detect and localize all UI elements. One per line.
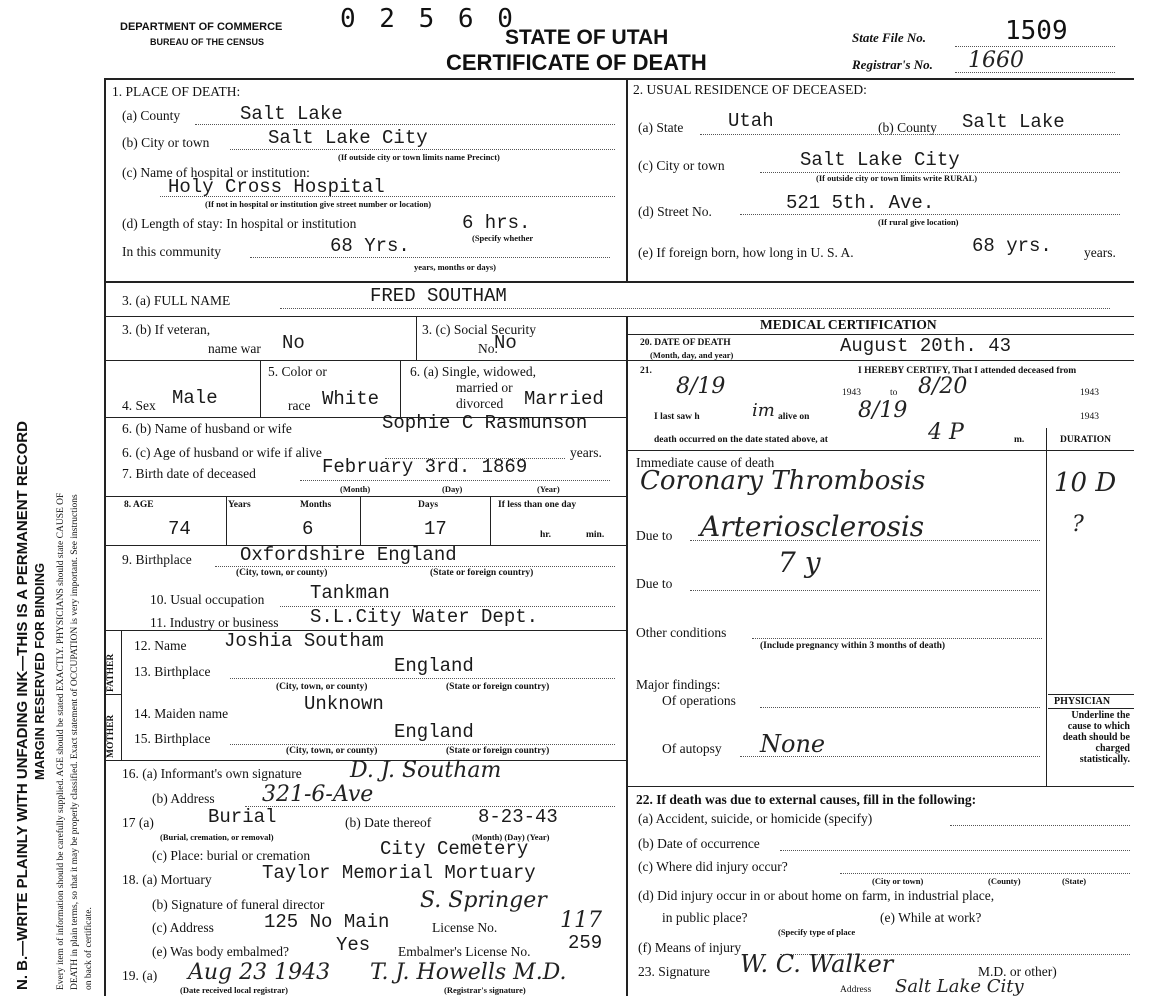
signature-label: 23. Signature [638,964,710,979]
due-to-1-value: Arteriosclerosis [700,510,925,543]
age-years-value: 74 [168,518,191,540]
burial-mdy-note: (Month) (Day) (Year) [472,832,550,842]
funeral-director-signature: S. Springer [420,888,547,913]
pod-county-label: (a) County [122,108,181,123]
margin-reserved-text: MARGIN RESERVED FOR BINDING [32,562,47,780]
industry-value: S.L.City Water Dept. [310,606,539,628]
sex-label: 4. Sex [122,398,156,413]
last-saw-label: I last saw h [654,412,700,422]
res-city-note: (If outside city or town limits write RURAL) [816,173,978,183]
registrar-date-note: (Date received local registrar) [180,985,289,995]
informant-signature: D. J. Southam [350,758,502,783]
occurrence-label: (b) Date of occurrence [638,836,760,851]
informant-address-label: (b) Address [152,791,215,806]
veteran-value: No [282,332,305,354]
res-county-value: Salt Lake [962,111,1065,133]
burial-date-label: (b) Date thereof [345,815,432,830]
pod-ymd-note: years, months or days) [414,262,497,272]
registrar-label: Registrar's No. [852,57,933,72]
spouse-age-label: 6. (c) Age of husband or wife if alive [122,445,322,460]
burial-date-value: 8-23-43 [478,806,558,828]
fd-address-value: 125 No Main [264,911,390,933]
alive-on-value: 8/19 [858,398,908,423]
father-bp-ctc-note: (City, town, or county) [276,682,368,692]
attended-from-year: 1943 [842,388,861,398]
instructions-line-2: DEATH in plain terms, so that it may be properly classified. Exact statement of OCCUPATION is very important. See instructions [70,494,80,990]
md-label: M.D. or other) [978,964,1057,979]
informant-label: 16. (a) Informant's own signature [122,766,302,781]
state-file-label: State File No. [852,30,927,45]
res-street-label: (d) Street No. [638,204,712,219]
registrar-signature: T. J. Howells M.D. [370,960,567,985]
alive-on-year: 1943 [1080,412,1099,422]
marital-value: Married [524,388,604,410]
place-of-death-heading: 1. PLACE OF DEATH: [112,84,241,99]
physician-address-label: Address [840,985,872,995]
res-city-value: Salt Lake City [800,149,960,171]
dod-label: 20. DATE OF DEATH [640,338,731,348]
embalmed-label: (e) Was body embalmed? [152,944,289,959]
pod-community-label: In this community [122,244,221,259]
age-label: 8. AGE [124,500,154,510]
ss-label: 3. (c) Social Security [422,322,536,337]
marital-label-2: married or [456,380,513,395]
autopsy-label: Of autopsy [662,741,722,756]
father-name-label: 12. Name [134,638,187,653]
birthplace-ctc-note: (City, town, or county) [236,568,328,578]
fd-address-label: (c) Address [152,920,214,935]
mortuary-label: 18. (a) Mortuary [122,872,212,887]
license-label: License No. [432,920,498,935]
mother-maiden-value: Unknown [304,693,384,715]
pod-hospital-value: Holy Cross Hospital [168,176,385,198]
alive-on-label: alive on [778,412,810,422]
public-place-label: in public place? [662,910,748,925]
mother-maiden-label: 14. Maiden name [134,706,229,721]
birth-year-note: (Year) [537,484,560,494]
due-to-1-label: Due to [636,528,673,543]
father-side-label: FATHER [106,653,116,692]
pod-stay-label: (d) Length of stay: In hospital or institution [122,216,357,231]
at-work-label: (e) While at work? [880,910,982,925]
occupation-value: Tankman [310,582,390,604]
due-to-1-duration: ? [1072,512,1084,537]
ss-no-label: No. [478,341,498,356]
res-foreign-value: 68 yrs. [972,235,1052,257]
res-county-label: (b) County [878,120,937,135]
attended-to-year: 1943 [1080,388,1099,398]
dod-value: August 20th. 43 [840,335,1012,357]
certify-text: I HEREBY CERTIFY, That I attended deceased from [858,366,1077,376]
father-name-value: Joshia Southam [224,630,384,652]
registrar-number: 1660 [968,48,1024,73]
sex-value: Male [172,387,218,409]
birth-month-note: (Month) [340,484,371,494]
medical-heading: MEDICAL CERTIFICATION [760,317,937,332]
registrar-row-label: 19. (a) [122,968,158,983]
war-label: name war [208,341,261,356]
mortuary-value: Taylor Memorial Mortuary [262,862,536,884]
instructions-line-1: Every item of information should be carefully supplied. AGE should be stated EXACTLY. PHYSICIANS should state CAUSE OF [56,492,66,990]
due-to-1-extra: 7 y [778,546,821,579]
pod-stay-value: 6 hrs. [462,212,531,234]
spouse-value: Sophie C Rasmunson [382,412,588,434]
pod-city-label: (b) City or town [122,135,210,150]
dod-note: (Month, day, and year) [650,350,734,360]
attended-to-label: to [890,388,898,398]
age-months-value: 6 [302,518,314,540]
instructions-line-3: on back of certificate. [84,907,94,990]
res-years-label: years. [1084,245,1116,260]
margin-warning: N. B.—WRITE PLAINLY WITH UNFADING INK—THIS IS A PERMANENT RECORD [14,421,31,990]
burial-label: 17 (a) [122,815,154,830]
duration-header: DURATION [1060,435,1112,445]
where-state-note: (State) [1062,876,1087,886]
physician-header: PHYSICIAN [1054,696,1111,707]
father-birthplace-label: 13. Birthplace [134,664,211,679]
veteran-label: 3. (b) If veteran, [122,322,211,337]
registrar-sig-note: (Registrar's signature) [444,985,526,995]
state-file-number: 1509 [1005,16,1068,46]
age-min-label: min. [586,530,605,540]
res-foreign-label: (e) If foreign born, how long in U. S. A. [638,245,854,260]
mother-bp-sfc-note: (State or foreign country) [446,746,550,756]
immediate-cause-label: Immediate cause of death [636,455,775,470]
age-years-header: Years [228,500,251,510]
accident-label: (a) Accident, suicide, or homicide (specify) [638,811,873,826]
mother-birthplace-label: 15. Birthplace [134,731,211,746]
pod-county-value: Salt Lake [240,103,343,125]
burial-place-label: (c) Place: burial or cremation [152,848,311,863]
occurred-label: death occurred on the date stated above, at [654,435,828,445]
burial-value: Burial [208,806,277,828]
pod-city-value: Salt Lake City [268,127,428,149]
mother-side-label: MOTHER [106,714,116,758]
license-value: 117 [560,908,602,933]
burial-place-value: City Cemetery [380,838,529,860]
embalmed-value: Yes [336,934,371,956]
birthplace-value: Oxfordshire England [240,544,457,566]
pod-specify-note: (Specify whether [472,233,534,243]
informant-address-value: 321-6-Ave [262,782,374,807]
where-county-note: (County) [988,876,1021,886]
other-conditions-label: Other conditions [636,625,727,640]
department-label: DEPARTMENT OF COMMERCE [120,21,283,33]
death-time: 4 P [928,420,964,445]
attended-from: 8/19 [676,374,726,399]
state-title: STATE OF UTAH [505,26,669,49]
father-bp-sfc-note: (State or foreign country) [446,682,550,692]
res-street-value: 521 5th. Ave. [786,192,935,214]
major-findings-label: Major findings: [636,677,721,692]
embalmer-license-label: Embalmer's License No. [398,944,531,959]
age-hr-label: hr. [540,530,552,540]
physician-note: Underline the cause to which death should be charged statistically. [1062,710,1130,765]
marital-label: 6. (a) Single, widowed, [410,364,536,379]
race-label: race [288,398,311,413]
immediate-cause-value: Coronary Thrombosis [640,466,926,496]
marital-label-3: divorced [456,396,504,411]
full-name-value: FRED SOUTHAM [370,285,507,307]
external-causes-label: 22. If death was due to external causes, fill in the following: [636,792,977,807]
occupation-label: 10. Usual occupation [150,592,265,607]
residence-heading: 2. USUAL RESIDENCE OF DECEASED: [633,82,867,97]
where-label: (c) Where did injury occur? [638,859,788,874]
mother-birthplace-value: England [394,721,474,743]
res-city-label: (c) City or town [638,158,725,173]
industry-label: 11. Industry or business [150,615,279,630]
certify-number: 21. [640,366,652,376]
spouse-age-years: years. [570,445,602,460]
autopsy-value: None [760,730,826,758]
bureau-label: BUREAU OF THE CENSUS [150,37,265,47]
birth-date-label: 7. Birth date of deceased [122,466,256,481]
res-state-label: (a) State [638,120,684,135]
specify-place-note: (Specify type of place [778,927,856,937]
due-to-2-label: Due to [636,576,673,591]
race-value: White [322,388,380,410]
pod-city-note: (If outside city or town limits name Precinct) [338,152,500,162]
full-name-label: 3. (a) FULL NAME [122,293,231,308]
age-days-value: 17 [424,518,447,540]
physician-address-value: Salt Lake City [895,976,1024,997]
other-conditions-note: (Include pregnancy within 3 months of death) [760,641,946,651]
operations-label: Of operations [662,693,736,708]
pod-hospital-note: (If not in hospital or institution give street number or location) [205,199,432,209]
death-time-m: m. [1014,435,1025,445]
mother-bp-ctc-note: (City, town, or county) [286,746,378,756]
age-months-header: Months [300,500,332,510]
birth-date-value: February 3rd. 1869 [322,456,528,478]
registrar-date-value: Aug 23 1943 [188,960,331,985]
certificate-title: CERTIFICATE OF DEATH [446,50,707,75]
where-city-note: (City or town) [872,876,924,886]
res-state-value: Utah [728,110,774,132]
means-label: (f) Means of injury [638,940,742,955]
immediate-duration: 10 D [1054,468,1117,498]
res-street-note: (If rural give location) [878,217,959,227]
age-days-header: Days [418,500,439,510]
birthplace-sfc-note: (State or foreign country) [430,568,534,578]
father-birthplace-value: England [394,655,474,677]
home-label: (d) Did injury occur in or about home on farm, in industrial place, [638,888,995,903]
embalmer-license-value: 259 [568,932,603,954]
burial-note: (Burial, cremation, or removal) [160,832,274,842]
funeral-director-sig-label: (b) Signature of funeral director [152,897,325,912]
age-less-day-header: If less than one day [498,500,577,510]
physician-signature: W. C. Walker [740,950,894,978]
birth-day-note: (Day) [442,484,463,494]
last-saw-him: im [752,400,775,421]
stamp-number: 0 2 5 6 0 [340,4,517,34]
attended-to: 8/20 [918,374,968,399]
pod-hospital-label: (c) Name of hospital or institution: [122,165,310,180]
spouse-label: 6. (b) Name of husband or wife [122,421,292,436]
ss-value: No [494,332,517,354]
color-label: 5. Color or [268,364,327,379]
pod-community-value: 68 Yrs. [330,235,410,257]
birthplace-label: 9. Birthplace [122,552,192,567]
